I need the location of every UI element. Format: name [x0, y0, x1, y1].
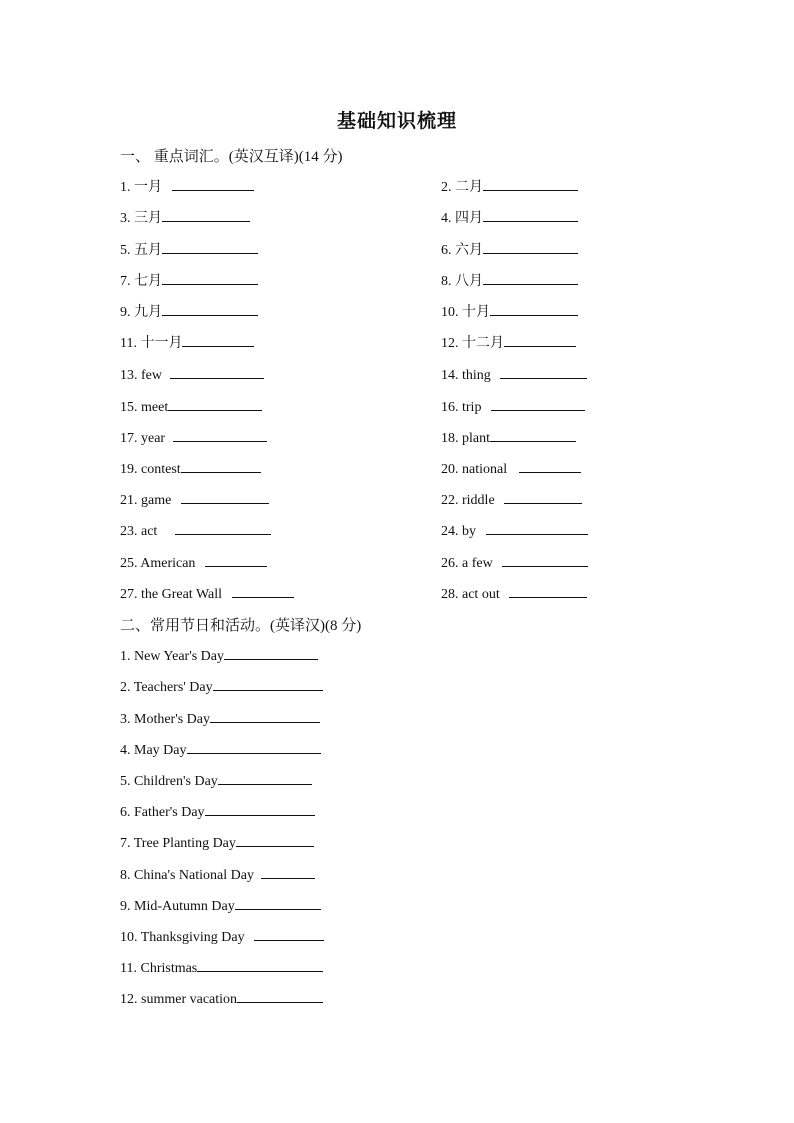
answer-blank[interactable] [261, 864, 315, 879]
answer-blank[interactable] [187, 739, 321, 754]
answer-blank[interactable] [236, 832, 314, 847]
vocab-item-3-text: 3. 三月 [120, 211, 162, 226]
vocab-item-11 [120, 332, 254, 353]
vocab-item-16 [441, 396, 585, 417]
festival-item-11-text: 11. Christmas [120, 961, 198, 976]
vocab-item-19 [120, 458, 261, 479]
page-title: 基础知识梳理 [336, 111, 457, 132]
vocab-item-6-text: 6. 六月 [441, 243, 483, 258]
vocab-item-6 [441, 239, 578, 260]
vocab-item-27 [120, 583, 294, 604]
answer-blank[interactable] [175, 520, 271, 535]
vocab-item-10-text: 10. 十月 [441, 305, 490, 320]
answer-blank[interactable] [170, 364, 264, 379]
section-2-heading: 二、常用节日和活动。(英译汉)(8 分) [120, 618, 362, 634]
vocab-item-12 [441, 332, 576, 353]
answer-blank[interactable] [181, 489, 269, 504]
vocab-item-16-text: 16. trip [441, 400, 482, 415]
answer-blank[interactable] [483, 270, 578, 285]
answer-blank[interactable] [182, 332, 254, 347]
vocab-item-20-text: 20. national [441, 462, 508, 477]
vocab-item-21 [120, 489, 269, 510]
festival-item-12-text: 12. summer vacation [120, 992, 238, 1007]
vocab-item-8-text: 8. 八月 [441, 274, 483, 289]
vocab-item-20 [441, 458, 581, 479]
answer-blank[interactable] [491, 396, 585, 411]
festival-item-1-text: 1. New Year's Day [120, 649, 225, 664]
answer-blank[interactable] [486, 520, 588, 535]
vocab-item-8 [441, 270, 578, 291]
answer-blank[interactable] [224, 645, 318, 660]
festival-item-7 [120, 832, 314, 853]
answer-blank[interactable] [490, 427, 576, 442]
festival-item-6 [120, 801, 315, 822]
vocab-item-9 [120, 301, 258, 322]
answer-blank[interactable] [483, 239, 578, 254]
vocab-item-10 [441, 301, 578, 322]
vocab-item-18 [441, 427, 576, 448]
answer-blank[interactable] [181, 458, 261, 473]
festival-item-2 [120, 676, 323, 697]
festival-item-10 [120, 926, 324, 947]
vocab-item-12-text: 12. 十二月 [441, 336, 504, 351]
vocab-item-22-text: 22. riddle [441, 493, 495, 508]
vocab-item-3 [120, 207, 250, 228]
vocab-item-27-text: 27. the Great Wall [120, 587, 223, 602]
answer-blank[interactable] [500, 364, 587, 379]
vocab-item-25-text: 25. American [120, 556, 196, 571]
answer-blank[interactable] [172, 176, 254, 191]
answer-blank[interactable] [197, 957, 323, 972]
vocab-item-25 [120, 552, 267, 573]
answer-blank[interactable] [218, 770, 312, 785]
festival-item-3 [120, 708, 320, 729]
festival-item-6-text: 6. Father's Day [120, 805, 205, 820]
vocab-item-23 [120, 520, 271, 541]
answer-blank[interactable] [162, 207, 250, 222]
festival-item-1 [120, 645, 318, 666]
vocab-item-26-text: 26. a few [441, 556, 493, 571]
vocab-item-9-text: 9. 九月 [120, 305, 162, 320]
answer-blank[interactable] [205, 801, 315, 816]
festival-item-9 [120, 895, 321, 916]
answer-blank[interactable] [210, 708, 320, 723]
answer-blank[interactable] [173, 427, 267, 442]
answer-blank[interactable] [509, 583, 587, 598]
answer-blank[interactable] [490, 301, 578, 316]
answer-blank[interactable] [205, 552, 267, 567]
vocab-item-7-text: 7. 七月 [120, 274, 162, 289]
festival-item-10-text: 10. Thanksgiving Day [120, 930, 245, 945]
vocab-item-17-text: 17. year [120, 431, 166, 446]
vocab-item-2-text: 2. 二月 [441, 180, 483, 195]
answer-blank[interactable] [235, 895, 321, 910]
section-1-heading: 一、 重点词汇。(英汉互译)(14 分) [120, 149, 343, 165]
vocab-item-28 [441, 583, 587, 604]
vocab-item-13 [120, 364, 264, 385]
answer-blank[interactable] [504, 489, 582, 504]
answer-blank[interactable] [237, 988, 323, 1003]
festival-item-5 [120, 770, 312, 791]
festival-item-2-text: 2. Teachers' Day [120, 680, 213, 695]
vocab-item-21-text: 21. game [120, 493, 172, 508]
answer-blank[interactable] [504, 332, 576, 347]
vocab-item-17 [120, 427, 267, 448]
festival-item-4-text: 4. May Day [120, 743, 187, 758]
answer-blank[interactable] [519, 458, 581, 473]
festival-item-4 [120, 739, 321, 760]
answer-blank[interactable] [162, 301, 258, 316]
festival-item-12 [120, 988, 323, 1009]
vocab-item-28-text: 28. act out [441, 587, 500, 602]
answer-blank[interactable] [483, 176, 578, 191]
festival-item-7-text: 7. Tree Planting Day [120, 836, 236, 851]
vocab-item-19-text: 19. contest [120, 462, 181, 477]
vocab-item-15 [120, 396, 262, 417]
festival-item-5-text: 5. Children's Day [120, 774, 218, 789]
answer-blank[interactable] [213, 676, 323, 691]
answer-blank[interactable] [483, 207, 578, 222]
festival-item-8-text: 8. China's National Day [120, 868, 254, 883]
vocab-item-15-text: 15. meet [120, 400, 169, 415]
vocab-item-1-text: 1. 一月 [120, 180, 162, 195]
vocab-item-5-text: 5. 五月 [120, 243, 162, 258]
answer-blank[interactable] [254, 926, 324, 941]
festival-item-11 [120, 957, 323, 978]
answer-blank[interactable] [168, 396, 262, 411]
answer-blank[interactable] [162, 270, 258, 285]
festival-item-3-text: 3. Mother's Day [120, 712, 211, 727]
answer-blank[interactable] [162, 239, 258, 254]
vocab-item-4-text: 4. 四月 [441, 211, 483, 226]
vocab-item-26 [441, 552, 588, 573]
vocab-item-13-text: 13. few [120, 368, 162, 383]
vocab-item-7 [120, 270, 258, 291]
vocab-item-14 [441, 364, 587, 385]
vocab-item-4 [441, 207, 578, 228]
vocab-item-22 [441, 489, 582, 510]
vocab-item-2 [441, 176, 578, 197]
festival-item-9-text: 9. Mid-Autumn Day [120, 899, 235, 914]
vocab-item-5 [120, 239, 258, 260]
vocab-item-14-text: 14. thing [441, 368, 491, 383]
answer-blank[interactable] [232, 583, 294, 598]
vocab-item-18-text: 18. plant [441, 431, 490, 446]
vocab-item-11-text: 11. 十一月 [120, 336, 183, 351]
vocab-item-23-text: 23. act [120, 524, 158, 539]
vocab-item-24 [441, 520, 588, 541]
festival-item-8 [120, 864, 315, 885]
answer-blank[interactable] [502, 552, 588, 567]
vocab-item-1 [120, 176, 254, 197]
vocab-item-24-text: 24. by [441, 524, 476, 539]
